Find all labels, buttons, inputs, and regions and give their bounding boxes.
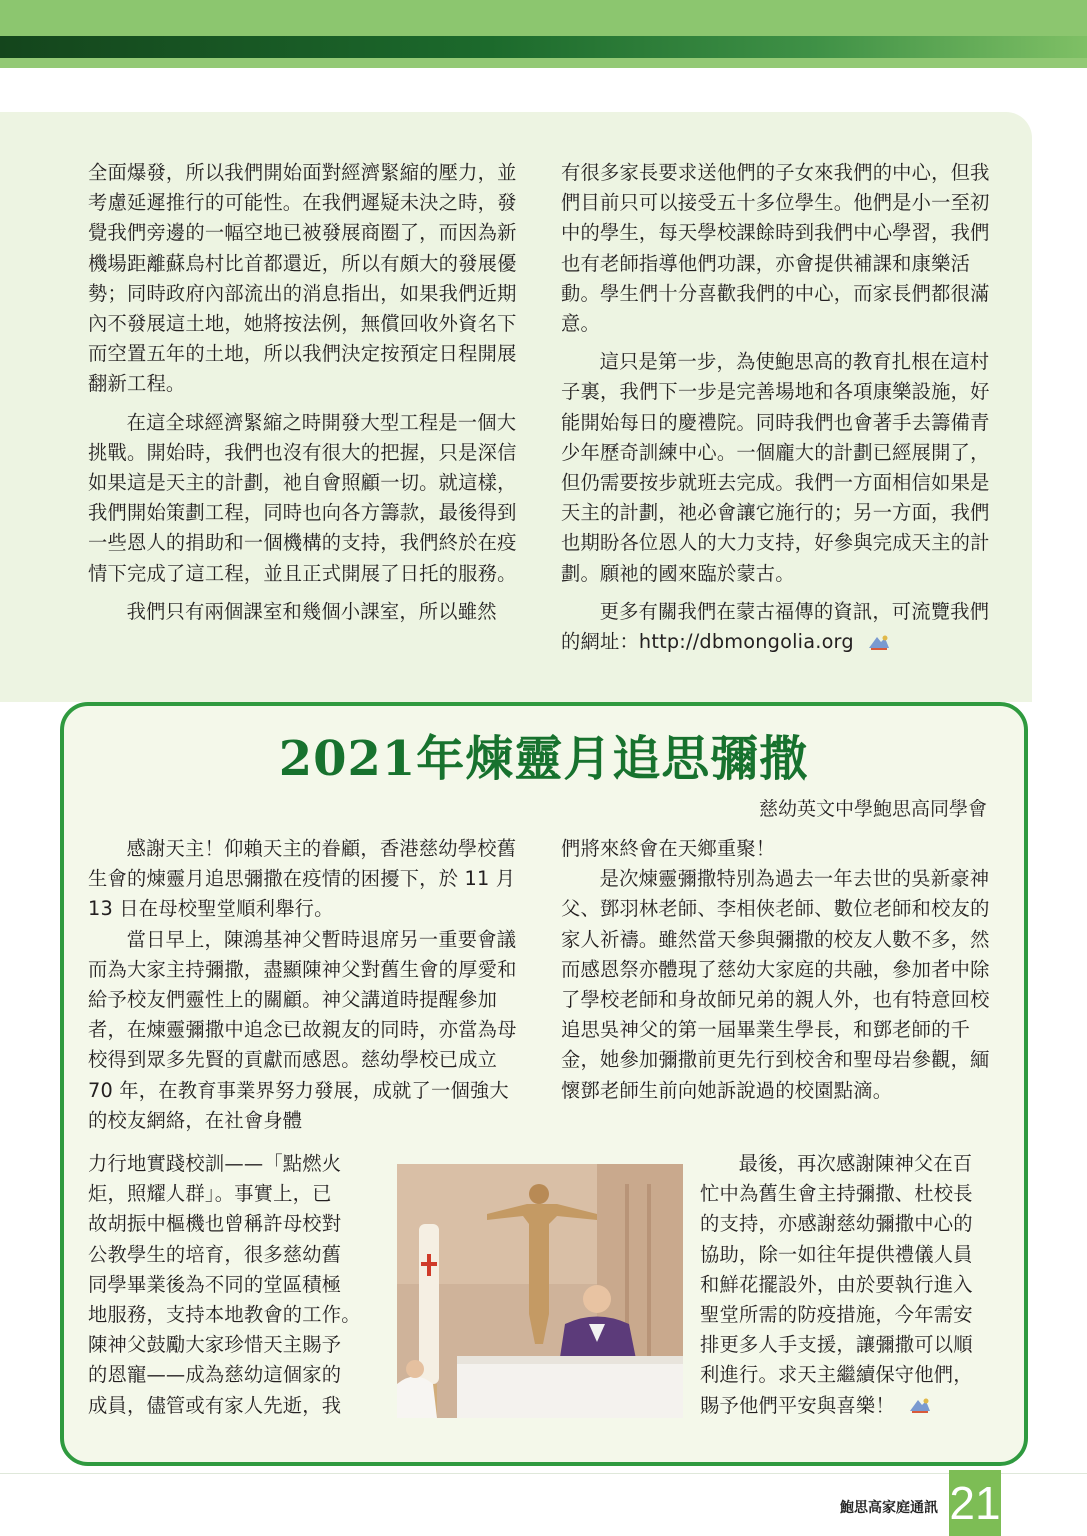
article1-left-para-1: 全面爆發，所以我們開始面對經濟緊縮的壓力，並考慮延遲推行的可能性。在我們遲疑未決之時，發覺我們旁邊的一幅空地已被發展商圈了，而因為新機場距離蘇烏村比首都還近，所以有頗大的發展優勢；同時政府內部流出的消息指出，如果我們近期內不發展這土地，她將按法例，無償回收外資名下而空置五年的土地，所以我們決定按預定日程開展翻新工程。 <box>88 161 517 396</box>
article2-right-column <box>561 834 1001 1106</box>
article1-right-para-1: 有很多家長要求送他們的子女來我們的中心，但我們目前只可以接受五十多位學生。他們是小一至初中的學生，每天學校課餘時到我們中心學習，我們也有老師指導他們功課，亦會提供補課和康樂活動。學生們十分喜歡我們的中心，而家長們都很滿意。 <box>561 161 990 336</box>
article2-left-line: 炬，照耀人群」。事實上，已 <box>88 1182 332 1206</box>
article2-right-last-line: 賜予他們平安與喜樂！ <box>700 1393 895 1417</box>
article2-left-line: 力行地實踐校訓——「點燃火 <box>88 1152 342 1175</box>
article2-right-para-1: 們將來終會在天鄉重聚！ <box>561 837 776 860</box>
article2-left-line: 的恩寵——成為慈幼這個家的 <box>88 1363 342 1387</box>
salesian-logo-icon <box>907 1395 933 1417</box>
article2-left-para-2: 當日早上，陳鴻基神父暫時退席另一重要會議而為大家主持彌撒，盡顯陳神父對舊生會的厚愛和給予校友們靈性上的關顧。神父講道時提醒參加者，在煉靈彌撒中追念已故親友的同時，亦當為母校得到眾多先賢的貢獻而感恩。慈幼學校已成立 70 年，在教育事業界努力發展，成就了一個強大的校友網絡，在社會身體 <box>88 927 517 1132</box>
article2-left-line: 故胡振中樞機也曾稱許母校對 <box>88 1212 342 1236</box>
article2-right-line: 和鮮花擺設外，由於要執行進入 <box>700 1272 973 1296</box>
article1-left-para-3: 我們只有兩個課室和幾個小課室，所以雖然 <box>126 599 497 623</box>
article2-right-line: 排更多人手支援，讓彌撒可以順 <box>700 1333 973 1357</box>
article2-left-line: 公教學生的培育，很多慈幼舊 <box>88 1242 342 1266</box>
header-band-dark <box>0 36 1087 58</box>
article2-right-line <box>700 1391 1000 1421</box>
article2-right-line: 協助，除一如往年提供禮儀人員 <box>700 1242 973 1266</box>
mass-photo <box>397 1164 683 1418</box>
article2-left-line: 地服務，支持本地教會的工作。 <box>88 1303 361 1327</box>
article1-left-column <box>88 158 528 627</box>
article2-left-narrow-column <box>88 1149 388 1421</box>
article1-right-para-3 <box>561 597 1001 657</box>
article2-left-line: 成員，儘管或有家人先逝，我 <box>88 1393 342 1417</box>
page-number: 21 <box>949 1470 1001 1536</box>
header-band-light <box>0 0 1087 38</box>
article1-right-para-2: 這只是第一步，為使鮑思高的教育扎根在這村子裏，我們下一步是完善場地和各項康樂設施，好能開始每日的慶禮院。同時我們也會著手去籌備青少年歷奇訓練中心。一個龐大的計劃已經展開了，但仍需要按步就班去完成。我們一方面相信如果是天主的計劃，祂必會讓它施行的；另一方面，我們也期盼各位恩人的大力支持，好參與完成天主的計劃。願祂的國來臨於蒙古。 <box>561 350 990 585</box>
article2-left-para-1: 感謝天主！仰賴天主的眷顧，香港慈幼學校舊生會的煉靈月追思彌撒在疫情的困擾下，於 11 月 13 日在母校聖堂順利舉行。 <box>88 837 517 921</box>
header-band-thin <box>0 58 1087 68</box>
article1-right-column <box>561 158 1001 657</box>
article2-byline: 慈幼英文中學鮑思高同學會 <box>758 798 987 820</box>
article2-left-line: 同學畢業後為不同的堂區積極 <box>88 1272 342 1296</box>
article1-right-para-3-text: 更多有關我們在蒙古福傳的資訊，可流覽我們的網址：http://dbmongolia.org <box>561 599 990 654</box>
article2-right-line: 利進行。求天主繼續保守他們， <box>700 1363 973 1387</box>
article2-right-line: 最後，再次感謝陳神父在百 <box>738 1152 973 1175</box>
chapel-altar-illustration <box>397 1164 683 1418</box>
footer-publication: 鮑思高家庭通訊 <box>840 1500 938 1516</box>
salesian-logo-icon <box>866 632 892 654</box>
article2-left-column <box>88 834 528 1136</box>
article2-left-line: 陳神父鼓勵大家珍惜天主賜予 <box>88 1333 342 1357</box>
article2-right-narrow-column <box>700 1149 1000 1421</box>
article2-title: 2021年煉靈月追思彌撒 <box>278 731 809 787</box>
article2-right-line: 忙中為舊生會主持彌撒、杜校長 <box>700 1182 973 1206</box>
article2-right-line: 的支持，亦感謝慈幼彌撒中心的 <box>700 1212 973 1236</box>
footer-divider <box>0 1473 1087 1474</box>
article2-right-line: 聖堂所需的防疫措施，今年需安 <box>700 1303 973 1327</box>
article1-left-para-2: 在這全球經濟緊縮之時開發大型工程是一個大挑戰。開始時，我們也沒有很大的把握，只是深信如果這是天主的計劃，祂自會照顧一切。就這樣，我們開始策劃工程，同時也向各方籌款，最後得到一些恩人的捐助和一個機構的支持，我們終於在疫情下完成了這工程，並且正式開展了日托的服務。 <box>88 410 517 585</box>
article2-right-para-2: 是次煉靈彌撒特別為過去一年去世的吳新豪神父、鄧羽林老師、李相俠老師、數位老師和校友的家人祈禱。雖然當天參與彌撒的校友人數不多，然而感恩祭亦體現了慈幼大家庭的共融，參加者中除了學校老師和身故師兄弟的親人外，也有特意回校追思吳神父的第一屆畢業生學長，和鄧老師的千金，她參加彌撒前更先行到校舍和聖母岩參觀，緬懷鄧老師生前向她訴說過的校園點滴。 <box>561 867 990 1102</box>
